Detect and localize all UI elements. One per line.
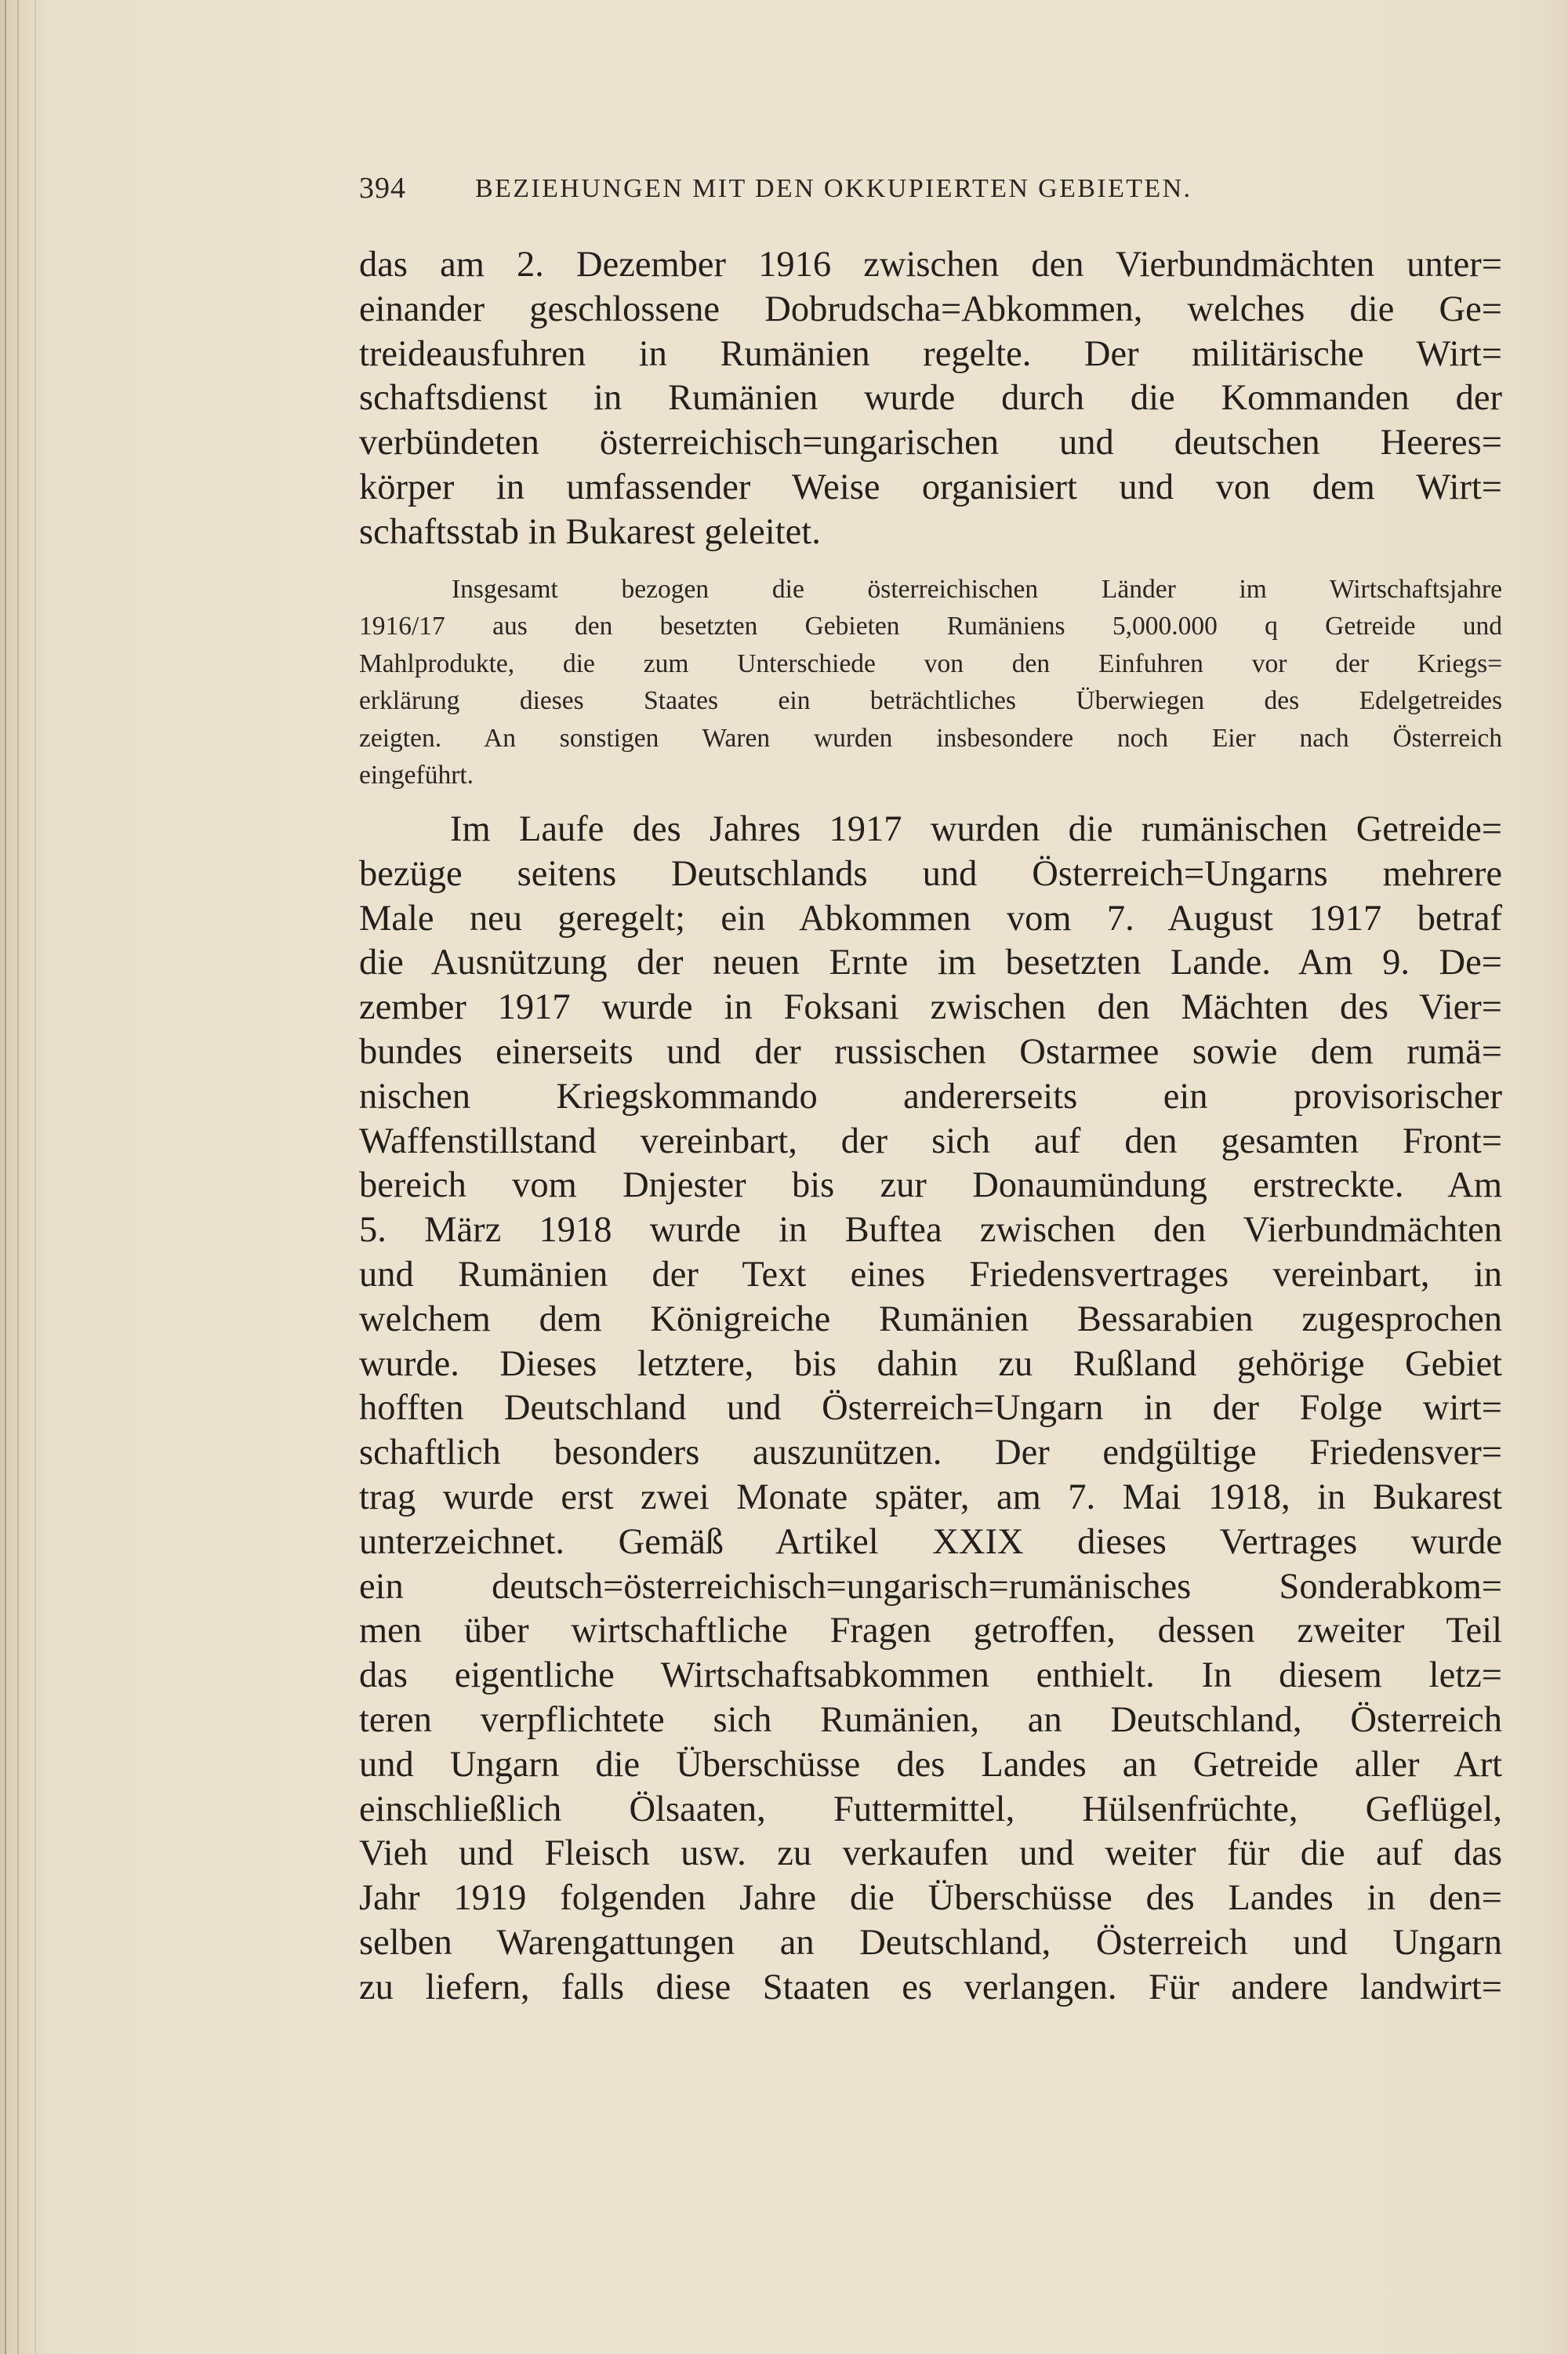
- text-line: selben Warengattungen an Deutschland, Österreich und Ungarn: [359, 1922, 1502, 1963]
- text-line: zeigten. An sonstigen Waren wurden insbesondere noch Eier nach Österreich: [359, 723, 1502, 753]
- text-line: die Ausnützung der neuen Ernte im besetzten Lande. Am 9. De=: [359, 943, 1502, 983]
- text-line: 5. März 1918 wurde in Buftea zwischen den Vierbundmächten: [359, 1210, 1502, 1251]
- paragraph-1: [359, 243, 1502, 555]
- text-line: Mahlprodukte, die zum Unterschiede von den Einfuhren vor der Kriegs=: [359, 648, 1502, 678]
- text-line: schaftsstab in Bukarest geleitet.: [359, 511, 821, 552]
- text-line: schaftsdienst in Rumänien wurde durch die Kommanden der: [359, 378, 1502, 419]
- text-line: men über wirtschaftliche Fragen getroffen, dessen zweiter Teil: [359, 1611, 1502, 1651]
- text-line: hofften Deutschland und Österreich=Ungarn in der Folge wirt=: [359, 1388, 1502, 1429]
- running-head: BEZIEHUNGEN MIT DEN OKKUPIERTEN GEBIETEN.: [475, 174, 1192, 203]
- text-line: eingeführt.: [359, 761, 474, 790]
- text-line: zu liefern, falls diese Staaten es verlangen. Für andere landwirt=: [359, 1967, 1502, 2007]
- text-line: nischen Kriegskommando andererseits ein provisorischer: [359, 1076, 1502, 1117]
- text-line: bezüge seitens Deutschlands und Österreich=Ungarns mehrere: [359, 853, 1502, 894]
- text-line: 1916/17 aus den besetzten Gebieten Rumäniens 5,000.000 q Getreide und: [359, 612, 1502, 641]
- text-line: das am 2. Dezember 1916 zwischen den Vierbundmächten unter=: [359, 245, 1502, 285]
- text-line: trag wurde erst zwei Monate später, am 7. Mai 1918, in Bukarest: [359, 1477, 1502, 1517]
- text-line: und Ungarn die Überschüsse des Landes an Getreide aller Art: [359, 1744, 1502, 1785]
- text-line: Jahr 1919 folgenden Jahre die Überschüsse des Landes in den=: [359, 1878, 1502, 1919]
- page-binding-edge: [0, 0, 55, 2354]
- text-line: bundes einerseits und der russischen Ostarmee sowie dem rumä=: [359, 1031, 1502, 1072]
- text-line: Male neu geregelt; ein Abkommen vom 7. August 1917 betraf: [359, 898, 1502, 939]
- text-line: körper in umfassender Weise organisiert und von dem Wirt=: [359, 467, 1502, 507]
- text-line: teren verpflichtete sich Rumänien, an Deutschland, Österreich: [359, 1699, 1502, 1740]
- text-line: einschließlich Ölsaaten, Futtermittel, Hülsenfrüchte, Geflügel,: [359, 1789, 1502, 1829]
- text-line: das eigentliche Wirtschaftsabkommen enthielt. In diesem letz=: [359, 1655, 1502, 1696]
- binding-line: [34, 0, 36, 2354]
- text-line: einander geschlossene Dobrudscha=Abkommen, welches die Ge=: [359, 289, 1502, 329]
- text-line: bereich vom Dnjester bis zur Donaumündung erstreckte. Am: [359, 1165, 1502, 1206]
- text-line: und Rumänien der Text eines Friedensvertrages vereinbart, in: [359, 1254, 1502, 1295]
- text-line: Vieh und Fleisch usw. zu verkaufen und weiter für die auf das: [359, 1833, 1502, 1874]
- text-line: verbündeten österreichisch=ungarischen und deutschen Heeres=: [359, 423, 1502, 463]
- binding-line: [17, 0, 19, 2354]
- text-line: ein deutsch=österreichisch=ungarisch=rumänisches Sonderabkom=: [359, 1566, 1502, 1607]
- text-line: schaftlich besonders auszunützen. Der endgültige Friedensver=: [359, 1433, 1502, 1473]
- text-line: unterzeichnet. Gemäß Artikel XXIX dieses Vertrages wurde: [359, 1521, 1502, 1562]
- text-line: Waffenstillstand vereinbart, der sich auf den gesamten Front=: [359, 1121, 1502, 1161]
- text-line: wurde. Dieses letztere, bis dahin zu Rußland gehörige Gebiet: [359, 1343, 1502, 1384]
- page-number: 394: [359, 172, 406, 205]
- text-line: welchem dem Königreiche Rumänien Bessarabien zugesprochen: [359, 1299, 1502, 1339]
- paragraph-2: [359, 808, 1502, 2011]
- binding-line: [5, 0, 6, 2354]
- text-line: Im Laufe des Jahres 1917 wurden die rumänischen Getreide=: [450, 809, 1502, 849]
- note-paragraph: [359, 571, 1502, 794]
- text-line: Insgesamt bezogen die österreichischen Länder im Wirtschaftsjahre: [452, 575, 1502, 604]
- page-header: [359, 171, 1378, 218]
- text-line: treideausfuhren in Rumänien regelte. Der militärische Wirt=: [359, 333, 1502, 374]
- text-line: erklärung dieses Staates ein beträchtliches Überwiegen des Edelgetreides: [359, 686, 1502, 716]
- text-line: zember 1917 wurde in Foksani zwischen den Mächten des Vier=: [359, 987, 1502, 1028]
